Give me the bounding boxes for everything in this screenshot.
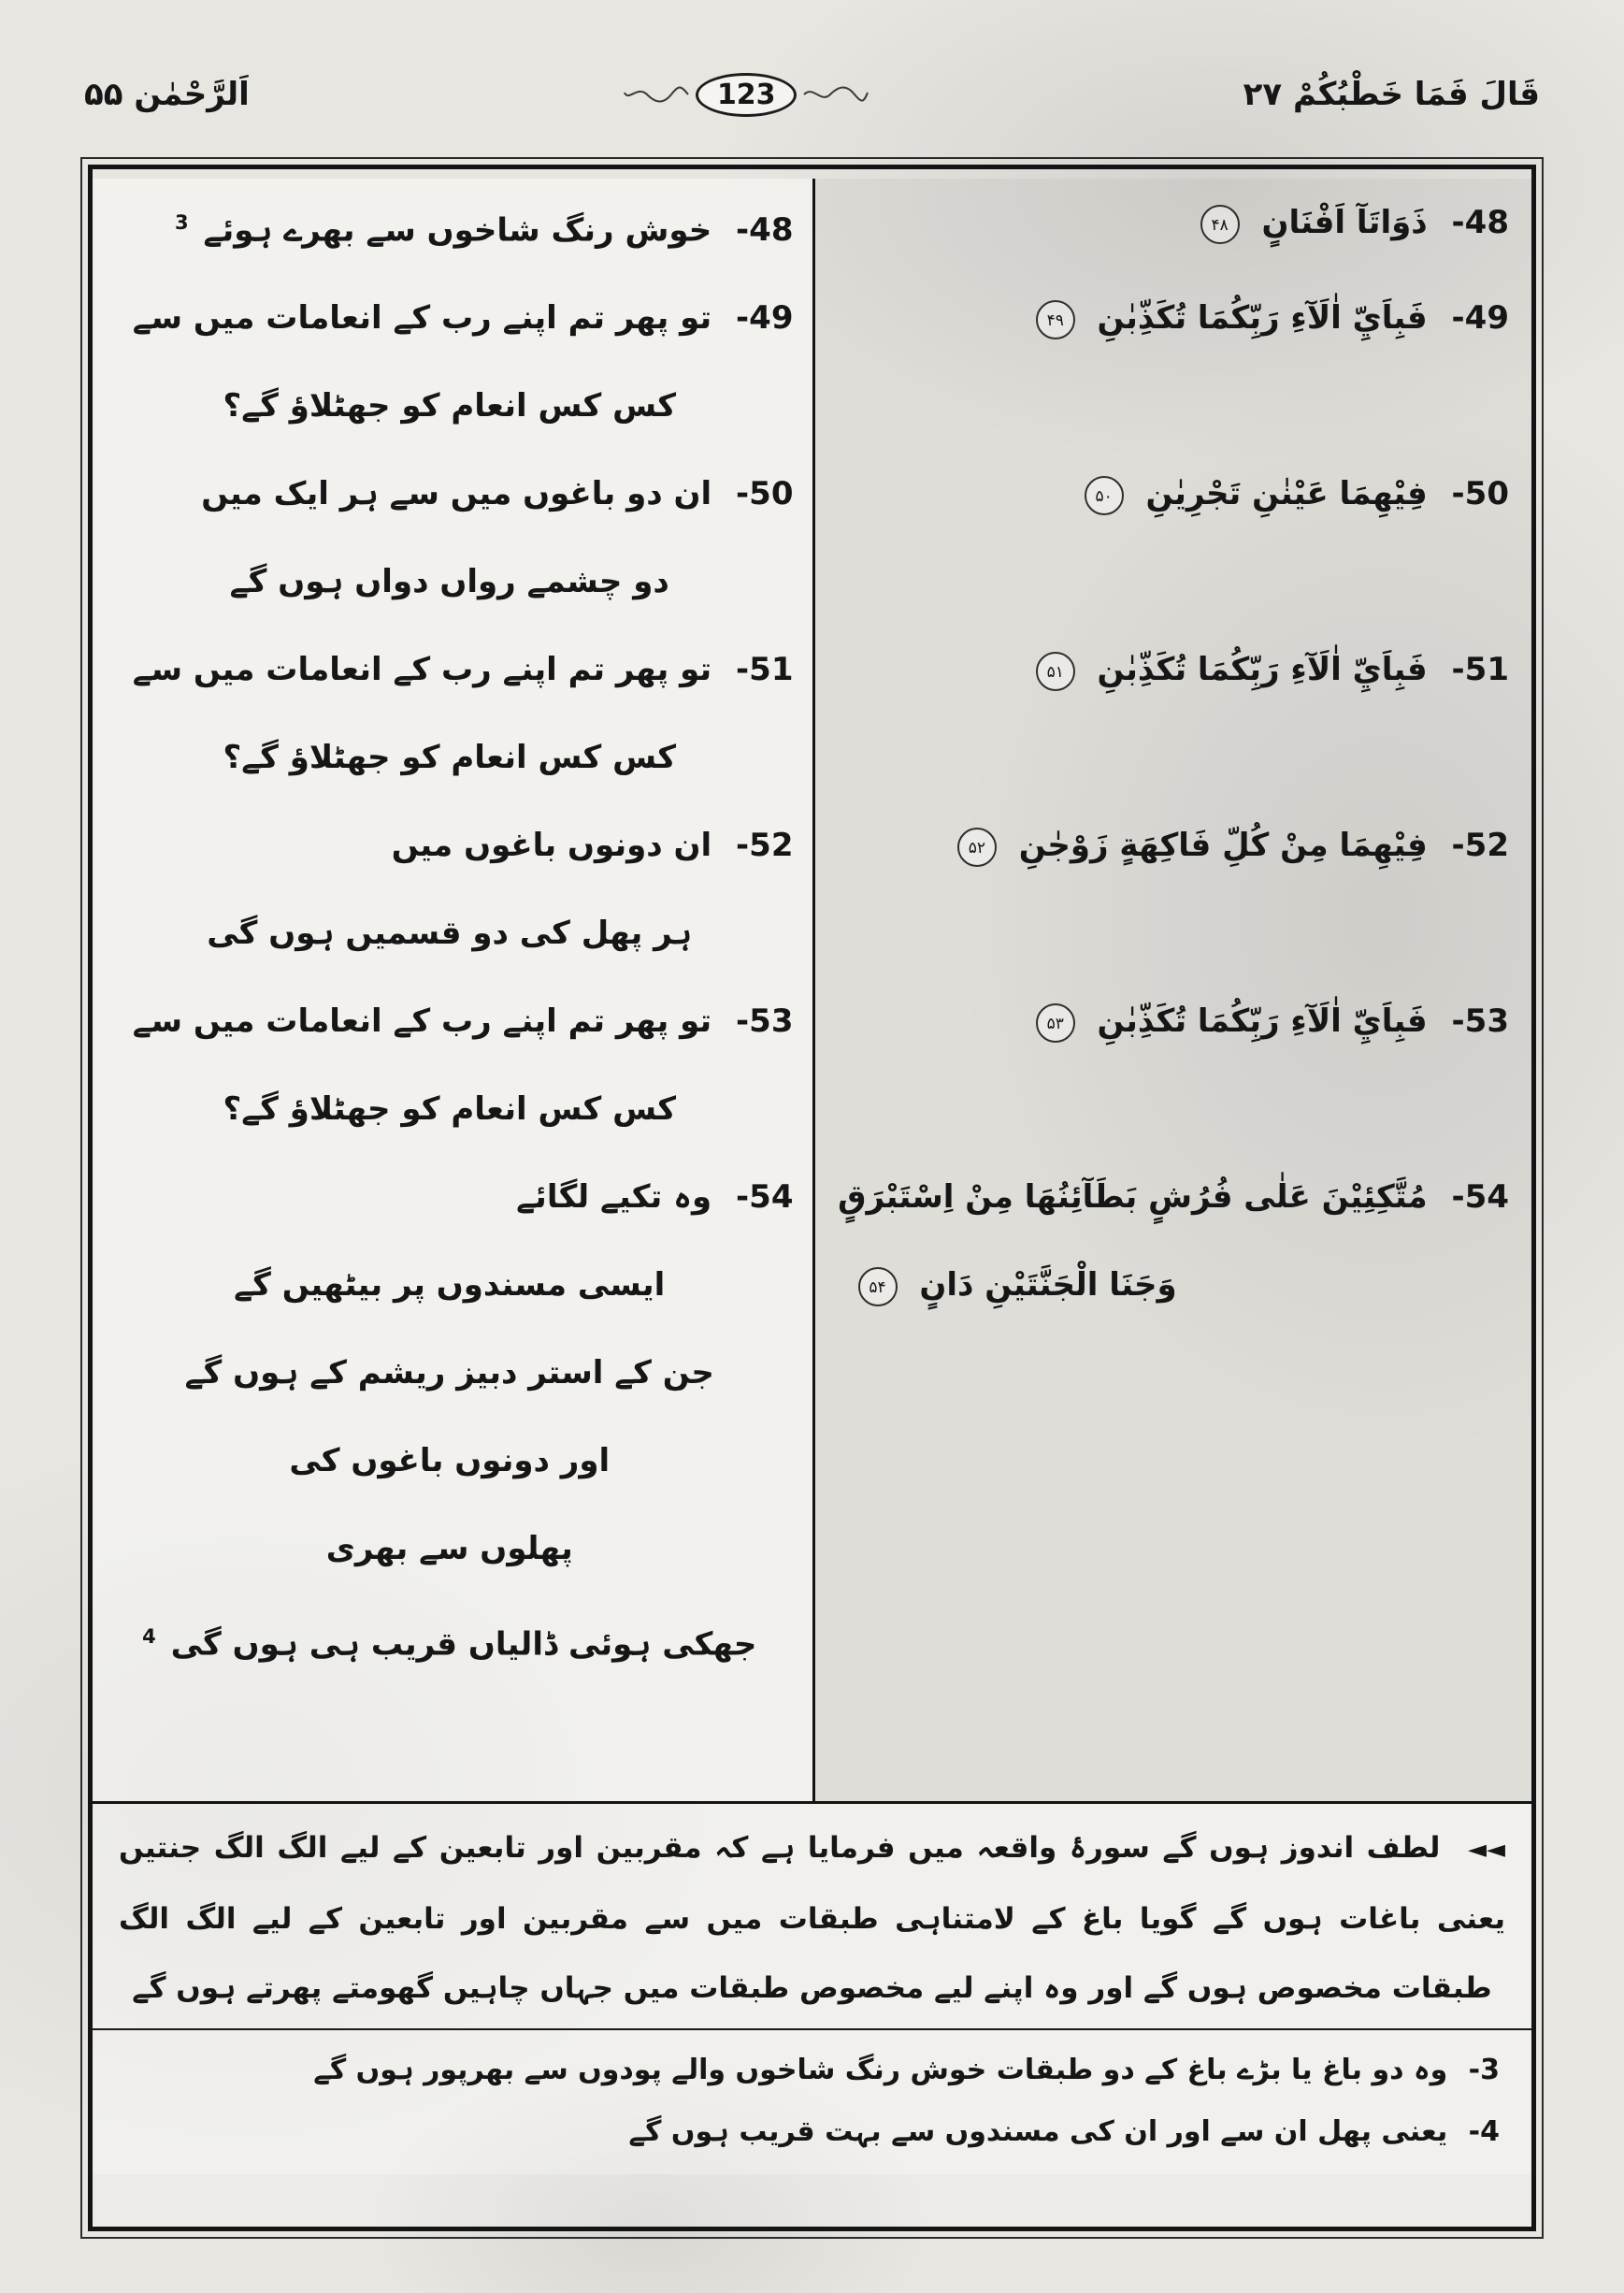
urdu-line: [106, 801, 794, 889]
verse-number-label: 49-: [1451, 299, 1509, 338]
arabic-line: [826, 1241, 1510, 1329]
arabic-verse-text: فَبِاَيِّ اٰلَآءِ رَبِّكُمَا تُكَذِّبٰنِ: [1097, 1002, 1428, 1041]
verse-row: [93, 179, 1531, 274]
verse-number-label: 54-: [1451, 1178, 1509, 1217]
urdu-text: جھکی ہوئی ڈالیاں قریب ہی ہوں گی: [170, 1625, 757, 1664]
arabic-verse-text: فَبِاَيِّ اٰلَآءِ رَبِّكُمَا تُكَذِّبٰنِ: [1097, 299, 1428, 338]
verse-row: [93, 977, 1531, 1153]
verse-number-label: 52-: [1451, 827, 1509, 865]
urdu-translation-49: [93, 274, 812, 450]
content-frame-inner: [88, 165, 1536, 2231]
page-number-ornament: [623, 73, 869, 117]
urdu-line: [106, 450, 794, 538]
column-filler: [93, 1689, 1531, 1801]
verse-columns: [93, 169, 1531, 1801]
arabic-line: [826, 626, 1510, 714]
verse-number-label: 48-: [1451, 204, 1509, 241]
ayah-number-medallion: ۵۲: [957, 828, 997, 867]
footnotes: [93, 2030, 1531, 2174]
urdu-line: جن کے استر دبیز ریشم کے ہوں گے: [184, 1354, 714, 1392]
verse-number-label: 53-: [736, 1002, 794, 1041]
verse-number-label: 48-: [736, 211, 794, 250]
verse-number-label: 50-: [736, 475, 794, 513]
verse-row: [93, 1153, 1531, 1688]
ayah-number-medallion: ۵۴: [858, 1267, 898, 1306]
urdu-text: ان دو باغوں میں سے ہر ایک میں: [201, 475, 712, 513]
ayah-number-medallion: ۵۰: [1085, 476, 1124, 515]
ayah-number-medallion: ۴۹: [1036, 300, 1075, 339]
arabic-verse-54: [812, 1153, 1532, 1688]
urdu-line: ایسی مسندوں پر بیٹھیں گے: [234, 1266, 666, 1305]
footnote-reference: 3: [175, 211, 189, 234]
arabic-line: [826, 977, 1510, 1065]
frame-bottom-space: [93, 2174, 1531, 2227]
arabic-line: [826, 1153, 1510, 1241]
urdu-line: [106, 626, 794, 714]
urdu-translation-50: [93, 450, 812, 626]
arabic-verse-text: ذَوَاتَآ اَفْنَانٍ: [1261, 204, 1428, 241]
urdu-line: اور دونوں باغوں کی: [289, 1442, 611, 1480]
surah-title: اَلرَّحْمٰن ۵۵: [84, 76, 250, 113]
urdu-line: کس کس انعام کو جھٹلاؤ گے؟: [223, 739, 676, 777]
footnote-number: 3-: [1468, 2053, 1500, 2086]
urdu-translation-48: [93, 179, 812, 274]
footnote-reference: 4: [142, 1625, 156, 1649]
footnote-3: [124, 2040, 1500, 2101]
urdu-line: [106, 977, 794, 1065]
note-arrow-icon: ◄◄: [1468, 1835, 1505, 1864]
urdu-text: تو پھر تم اپنے رب کے انعامات میں سے: [132, 651, 712, 689]
commentary-text: لطف اندوز ہوں گے سورۂ واقعہ میں فرمایا ہے کہ مقربین اور تابعین کے لیے الگ الگ جنتیں یعنی باغات ہوں گے گویا باغ کے لامتناہی طبقات میں سے مقربین اور تابعین کے لیے الگ الگ طبقات مخصوص ہوں گے اور وہ اپنے لیے مخصوص طبقات میں جہاں چاہیں گھومتے پھرتے ہوں گے: [119, 1830, 1505, 2005]
arabic-line: [826, 801, 1510, 889]
arabic-verse-text: فَبِاَيِّ اٰلَآءِ رَبِّكُمَا تُكَذِّبٰنِ: [1097, 651, 1428, 689]
arabic-verse-49: [812, 274, 1532, 450]
verse-number-label: 50-: [1451, 475, 1509, 513]
arabic-line: [826, 450, 1510, 538]
verse-row: [93, 274, 1531, 450]
footnote-4: [124, 2101, 1500, 2163]
urdu-line: [106, 179, 794, 274]
verse-number-label: 51-: [736, 651, 794, 689]
urdu-line: دو چشمے رواں دواں ہوں گے: [229, 563, 669, 601]
verse-number-label: 53-: [1451, 1002, 1509, 1041]
page-number-badge: 123: [696, 73, 797, 117]
ornament-flourish-icon: [802, 83, 869, 106]
urdu-translation-51: [93, 626, 812, 801]
arabic-verse-text: فِيْهِمَا مِنْ كُلِّ فَاكِهَةٍ زَوْجٰنِ: [1018, 827, 1428, 865]
verse-row: [93, 626, 1531, 801]
juz-title: قَالَ فَمَا خَطْبُكُمْ ۲۷: [1243, 76, 1540, 113]
urdu-line: پھلوں سے بھری: [325, 1530, 573, 1568]
arabic-verse-53: [812, 977, 1532, 1153]
arabic-verse-50: [812, 450, 1532, 626]
verse-number-label: 51-: [1451, 651, 1509, 689]
arabic-verse-51: [812, 626, 1532, 801]
urdu-text: وہ تکیے لگائے: [516, 1178, 712, 1217]
footnote-text: یعنی پھل ان سے اور ان کی مسندوں سے بہت قریب ہوں گے: [628, 2114, 1448, 2148]
ayah-number-medallion: ۵۳: [1036, 1003, 1075, 1043]
verse-number-label: 54-: [736, 1178, 794, 1217]
verse-row: [93, 450, 1531, 626]
urdu-line: کس کس انعام کو جھٹلاؤ گے؟: [223, 387, 676, 425]
urdu-line: کس کس انعام کو جھٹلاؤ گے؟: [223, 1090, 676, 1129]
urdu-translation-53: [93, 977, 812, 1153]
urdu-line: [106, 274, 794, 362]
urdu-text: خوش رنگ شاخوں سے بھرے ہوئے: [203, 211, 712, 250]
urdu-column-filler: [93, 1689, 812, 1801]
urdu-line: [106, 1593, 794, 1688]
footnote-number: 4-: [1468, 2114, 1500, 2148]
arabic-verse-48: [812, 179, 1532, 274]
urdu-translation-54: [93, 1153, 812, 1688]
urdu-text: ان دونوں باغوں میں: [391, 827, 712, 865]
verse-number-label: 52-: [736, 827, 794, 865]
ayah-number-medallion: ۴۸: [1200, 205, 1240, 244]
ayah-number-medallion: ۵۱: [1036, 652, 1075, 691]
verse-number-label: 49-: [736, 299, 794, 338]
arabic-verse-text: وَجَنَا الْجَنَّتَيْنِ دَانٍ: [919, 1266, 1177, 1305]
urdu-text: تو پھر تم اپنے رب کے انعامات میں سے: [132, 299, 712, 338]
page-header: [84, 54, 1540, 135]
arabic-column-filler: [812, 1689, 1532, 1801]
arabic-verse-text: مُتَّكِئِيْنَ عَلٰى فُرُشٍ بَطَآئِنُهَا مِنْ اِسْتَبْرَقٍ: [838, 1178, 1428, 1217]
ornament-flourish-icon: [623, 83, 690, 106]
urdu-line: [106, 1153, 794, 1241]
arabic-verse-52: [812, 801, 1532, 977]
urdu-text: تو پھر تم اپنے رب کے انعامات میں سے: [132, 1002, 712, 1041]
footnote-text: وہ دو باغ یا بڑے باغ کے دو طبقات خوش رنگ شاخوں والے پودوں سے بھرپور ہوں گے: [313, 2053, 1448, 2086]
content-frame: [80, 157, 1544, 2239]
commentary-note: [93, 1804, 1531, 2028]
urdu-line: ہر پھل کی دو قسمیں ہوں گی: [207, 915, 693, 953]
arabic-line: [826, 274, 1510, 362]
arabic-verse-text: فِيْهِمَا عَيْنٰنِ تَجْرِيٰنِ: [1145, 475, 1428, 513]
urdu-translation-52: [93, 801, 812, 977]
verse-row: [93, 801, 1531, 977]
arabic-line: [826, 179, 1510, 267]
